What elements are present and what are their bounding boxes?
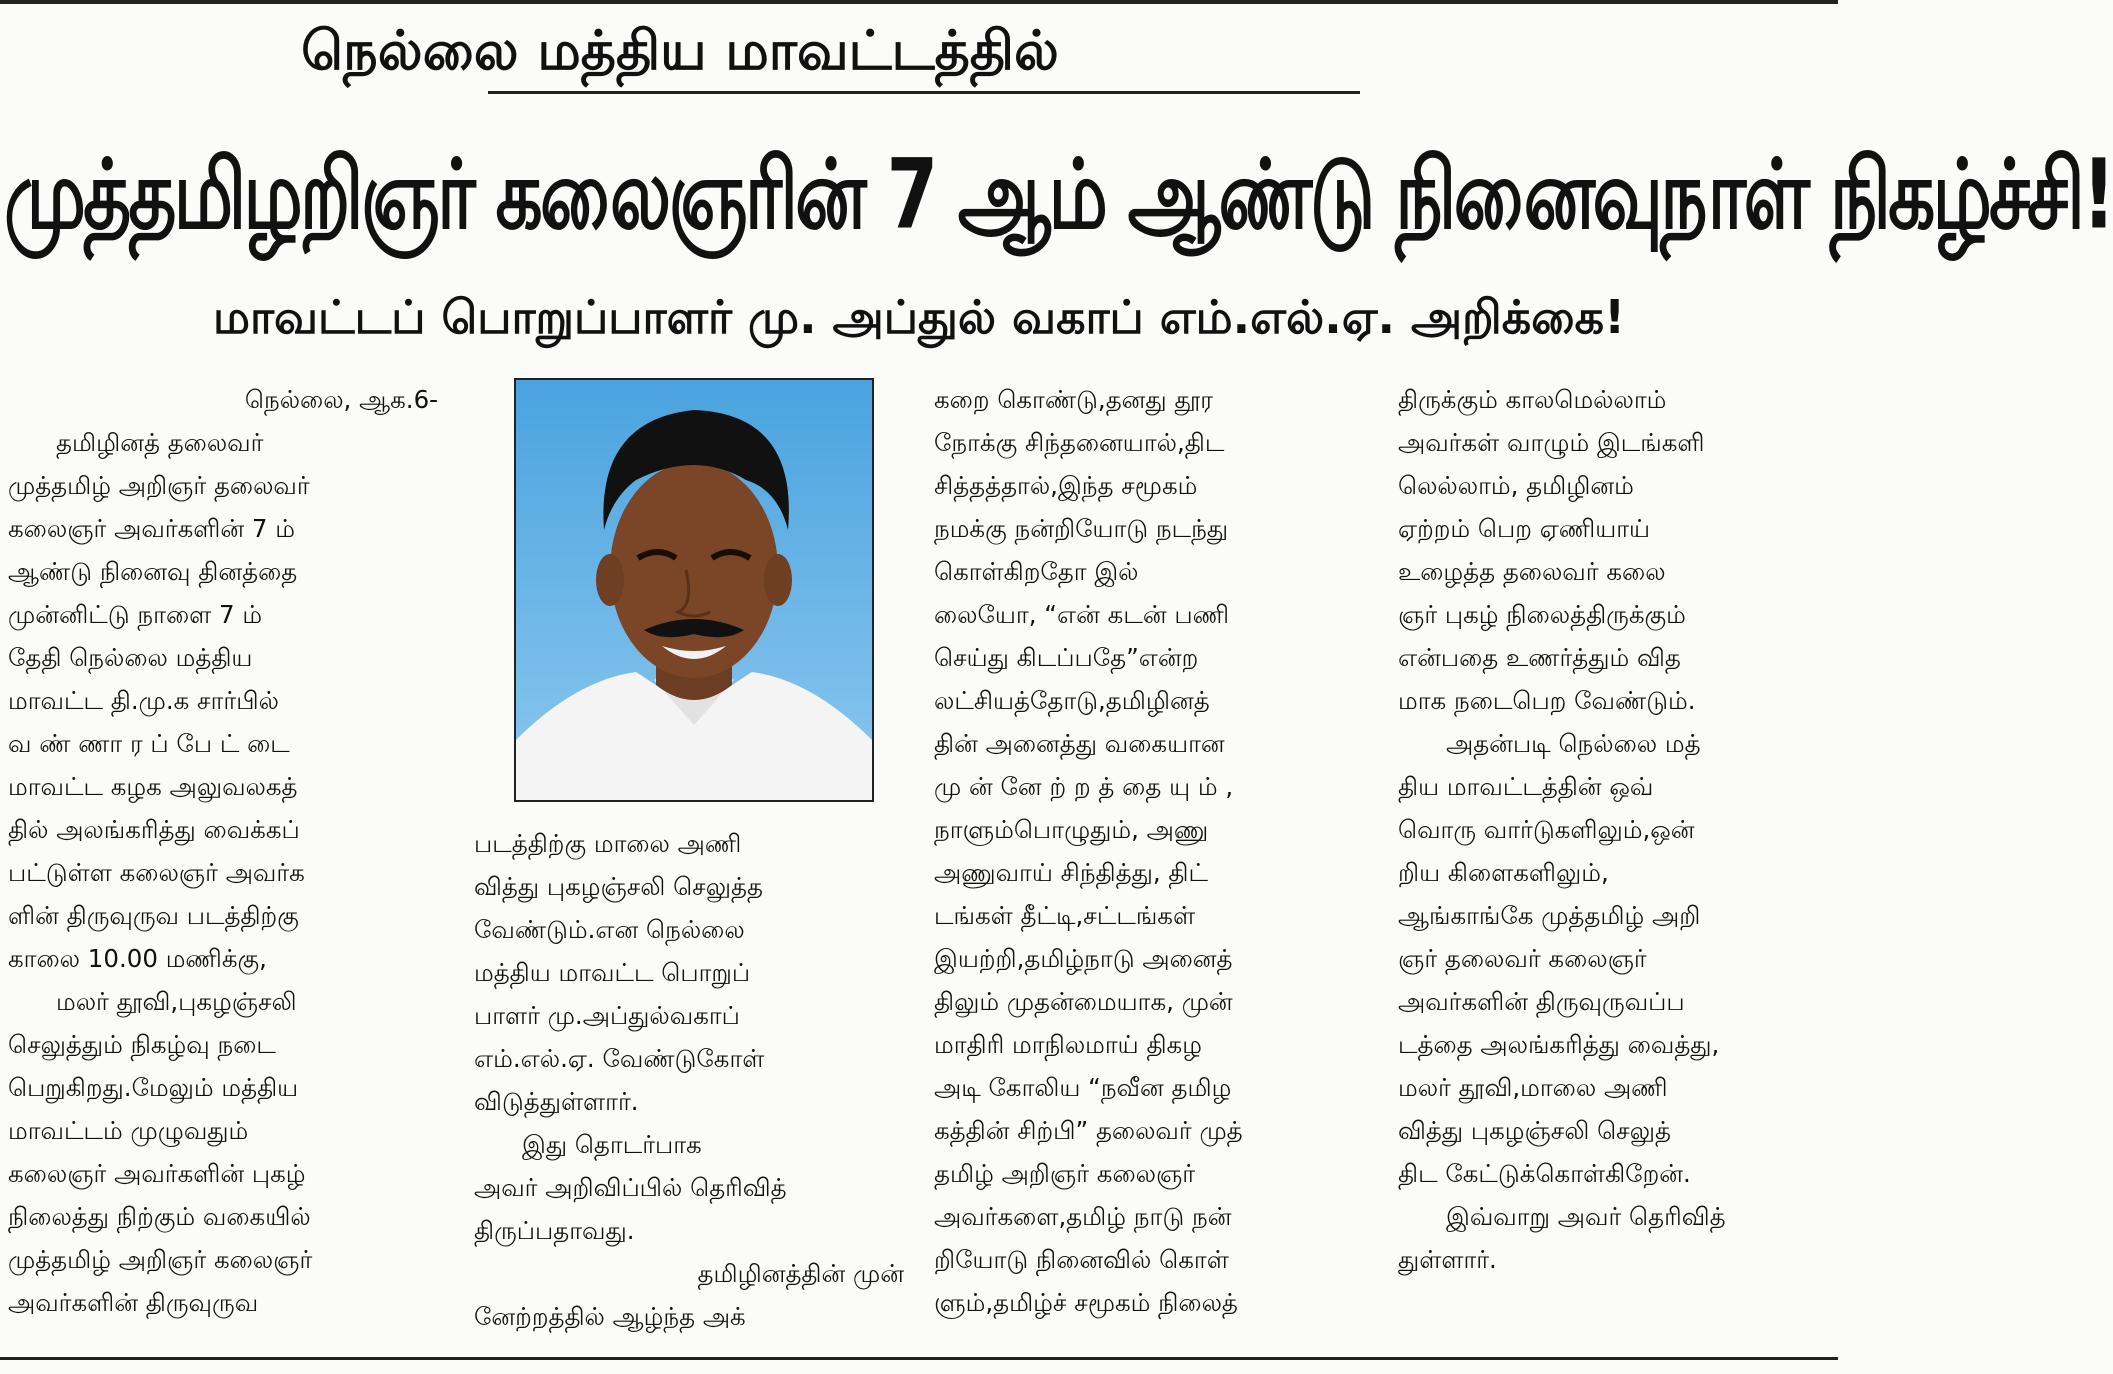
text-line: மு ன் னே ற் ற த் தை யு ம் , bbox=[934, 772, 1234, 801]
article-column-2 bbox=[474, 822, 904, 1338]
text-line: சித்தத்தால்,இந்த சமூகம் bbox=[934, 471, 1198, 500]
text-line: அவர்களின் திருவுருவப்ப bbox=[1398, 987, 1685, 1016]
text-line: கொள்கிறதோ இல் bbox=[934, 557, 1139, 586]
text-line: திட கேட்டுக்கொள்கிறேன். bbox=[1398, 1159, 1691, 1188]
kicker: நெல்லை மத்திய மாவட்டத்தில் bbox=[301, 19, 1059, 82]
text-line: தேதி நெல்லை மத்திய bbox=[8, 643, 253, 672]
text-line: அவர்களின் திருவுருவ bbox=[8, 1288, 259, 1317]
text-line: மாக நடைபெற வேண்டும். bbox=[1398, 686, 1696, 715]
text-line: லெல்லாம், தமிழினம் bbox=[1398, 471, 1634, 500]
article-column-3 bbox=[934, 378, 1368, 1324]
text-line: ஞர் தலைவர் கலைஞர் bbox=[1398, 944, 1647, 973]
text-line: கலைஞர் அவர்களின் புகழ் bbox=[8, 1159, 306, 1188]
text-line: லட்சியத்தோடு,தமிழினத் bbox=[934, 686, 1210, 715]
text-line: மாவட்டம் முழுவதும் bbox=[8, 1116, 249, 1145]
subheadline: மாவட்டப் பொறுப்பாளர் மு. அப்துல் வகாப் எம்.எல்.ஏ. அறிக்கை! bbox=[212, 290, 1626, 344]
text-line: கலைஞர் அவர்களின் 7 ம் bbox=[8, 514, 295, 543]
text-line: என்பதை உணர்த்தும் வித bbox=[1398, 643, 1681, 672]
top-rule bbox=[0, 0, 1838, 4]
text-line: செய்து கிடப்பதே”என்ற bbox=[934, 643, 1199, 672]
text-line: டத்தை அலங்கரித்து வைத்து, bbox=[1398, 1030, 1720, 1059]
text-line: இவ்வாறு அவர் தெரிவித் bbox=[1446, 1202, 1726, 1231]
text-line: அவர் அறிவிப்பில் தெரிவித் bbox=[474, 1173, 787, 1202]
text-line: றிய கிளைகளிலும், bbox=[1398, 858, 1609, 887]
text-line: மாவட்ட கழக அலுவலகத் bbox=[8, 772, 298, 801]
text-line: மாதிரி மாநிலமாய் திகழ bbox=[934, 1030, 1202, 1059]
text-line: நமக்கு நன்றியோடு நடந்து bbox=[934, 514, 1229, 543]
text-line: படத்திற்கு மாலை அணி bbox=[474, 829, 742, 858]
portrait-photo bbox=[514, 378, 874, 802]
text-line: இது தொடர்பாக bbox=[522, 1130, 702, 1159]
text-line: முன்னிட்டு நாளை 7 ம் bbox=[8, 600, 263, 629]
text-line: கத்தின் சிற்பி” தலைவர் முத் bbox=[934, 1116, 1243, 1145]
text-line: வேண்டும்.என நெல்லை bbox=[474, 915, 745, 944]
text-line: ஆங்காங்கே முத்தமிழ் அறி bbox=[1398, 901, 1701, 930]
text-line: அவர்களை,தமிழ் நாடு நன் bbox=[934, 1202, 1232, 1231]
text-line: ஏற்றம் பெற ஏணியாய் bbox=[1398, 514, 1651, 543]
text-line: லையோ, “என் கடன் பணி bbox=[934, 600, 1230, 629]
text-line: டங்கள் தீட்டி,சட்டங்கள் bbox=[934, 901, 1196, 930]
text-line: எம்.எல்.ஏ. வேண்டுகோள் bbox=[474, 1044, 765, 1073]
text-line: றியோடு நினைவில் கொள் bbox=[934, 1245, 1229, 1274]
text-line: காலை 10.00 மணிக்கு, bbox=[8, 944, 267, 973]
text-line: வ ண் ணா ர ப் பே ட் டை bbox=[8, 729, 290, 758]
text-line: கறை கொண்டு,தனது தூர bbox=[934, 385, 1213, 414]
text-line: திலும் முதன்மையாக, முன் bbox=[934, 987, 1233, 1016]
portrait-photo-icon bbox=[516, 380, 872, 800]
text-line: நிலைத்து நிற்கும் வகையில் bbox=[8, 1202, 311, 1231]
article-column-4 bbox=[1398, 378, 1830, 1281]
text-line: மாவட்ட தி.மு.க சார்பில் bbox=[8, 686, 279, 715]
text-line: முத்தமிழ் அறிஞர் தலைவர் bbox=[8, 471, 310, 500]
text-line: பட்டுள்ள கலைஞர் அவர்க bbox=[8, 858, 305, 887]
text-line: னேற்றத்தில் ஆழ்ந்த அக் bbox=[474, 1302, 746, 1331]
text-line: இயற்றி,தமிழ்நாடு அனைத் bbox=[934, 944, 1233, 973]
text-line: ளும்,தமிழ்ச் சமூகம் நிலைத் bbox=[934, 1288, 1238, 1317]
text-line: அடி கோலிய “நவீன தமிழ bbox=[934, 1073, 1232, 1102]
text-line: அதன்படி நெல்லை மத் bbox=[1446, 729, 1701, 758]
text-line: செலுத்தும் நிகழ்வு நடை bbox=[8, 1030, 276, 1059]
kicker-underline bbox=[488, 91, 1360, 94]
article-column-1 bbox=[8, 378, 438, 1324]
text-line: அவர்கள் வாழும் இடங்களி bbox=[1398, 428, 1705, 457]
text-line: உழைத்த தலைவர் கலை bbox=[1398, 557, 1666, 586]
text-line: மத்திய மாவட்ட பொறுப் bbox=[474, 958, 751, 987]
text-line: அணுவாய் சிந்தித்து, திட் bbox=[934, 858, 1208, 887]
text-line: ளின் திருவுருவ படத்திற்கு bbox=[8, 901, 299, 930]
text-line: திருப்பதாவது. bbox=[474, 1216, 635, 1245]
text-line: தில் அலங்கரித்து வைக்கப் bbox=[8, 815, 300, 844]
text-line: தமிழ் அறிஞர் கலைஞர் bbox=[934, 1159, 1196, 1188]
text-line: திருக்கும் காலமெல்லாம் bbox=[1398, 385, 1667, 414]
text-line: தின் அனைத்து வகையான bbox=[934, 729, 1225, 758]
text-line: வித்து புகழஞ்சலி செலுத்த bbox=[474, 872, 763, 901]
text-line: மலர் தூவி,மாலை அணி bbox=[1398, 1073, 1668, 1102]
text-line: பெறுகிறது.மேலும் மத்திய bbox=[8, 1073, 299, 1102]
text-line: துள்ளார். bbox=[1398, 1245, 1497, 1274]
headline: முத்தமிழறிஞர் கலைஞரின் 7 ஆம் ஆண்டு நினைவுநாள் நிகழ்ச்சி! bbox=[4, 139, 2113, 251]
text-line: நாளும்பொழுதும், அணு bbox=[934, 815, 1209, 844]
text-line: நோக்கு சிந்தனையால்,திட bbox=[934, 428, 1225, 457]
text-line: ஆண்டு நினைவு தினத்தை bbox=[8, 557, 298, 586]
text-line: விடுத்துள்ளார். bbox=[474, 1087, 639, 1116]
text-line: வித்து புகழஞ்சலி செலுத் bbox=[1398, 1116, 1671, 1145]
bottom-rule bbox=[0, 1357, 1838, 1360]
text-line: தமிழினத் தலைவர் bbox=[56, 428, 264, 457]
text-line: வொரு வார்டுகளிலும்,ஒன் bbox=[1398, 815, 1695, 844]
text-line: முத்தமிழ் அறிஞர் கலைஞர் bbox=[8, 1245, 313, 1274]
text-line: பாளர் மு.அப்துல்வகாப் bbox=[474, 1001, 740, 1030]
text-line: ஞர் புகழ் நிலைத்திருக்கும் bbox=[1398, 600, 1686, 629]
text-line: திய மாவட்டத்தின் ஒவ் bbox=[1398, 772, 1654, 801]
text-line: நெல்லை, ஆக.6- bbox=[244, 385, 438, 414]
text-line: மலர் தூவி,புகழஞ்சலி bbox=[56, 987, 297, 1016]
text-line: தமிழினத்தின் முன் bbox=[697, 1259, 904, 1288]
